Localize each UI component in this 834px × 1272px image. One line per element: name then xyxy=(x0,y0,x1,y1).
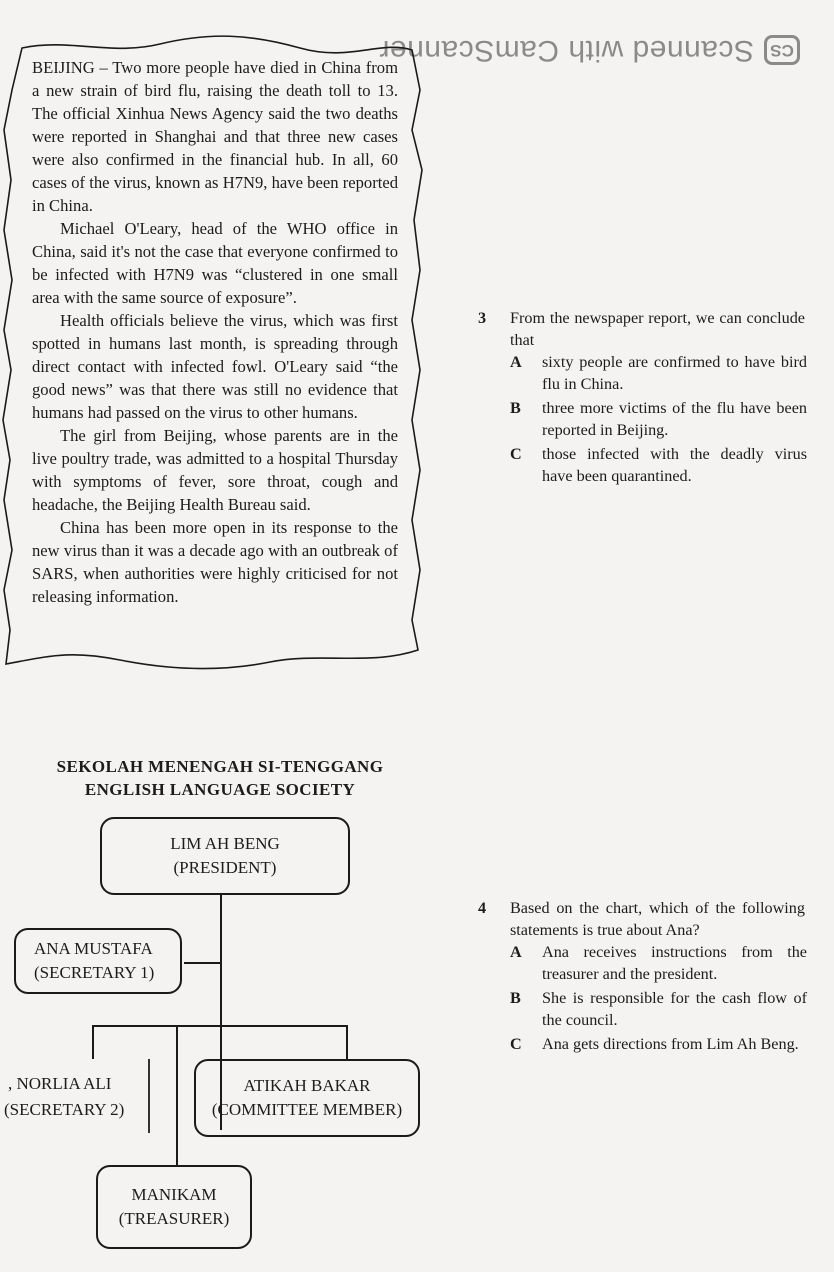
secretary1-role: (SECRETARY 1) xyxy=(34,963,155,982)
org-connector-committee xyxy=(346,1025,348,1059)
article-paragraph-1: BEIJING – Two more people have died in China from a new strain of bird flu, raising the death toll to 13. The official Xinhua News Agency said the two deaths were reported in Shanghai and that three new cases were also confirmed in the financial hub. In all, 60 cases of the virus, known as H7N9, have been reported in China. xyxy=(32,58,398,215)
option-text: Ana gets directions from Lim Ah Beng. xyxy=(542,1035,799,1053)
question-4 xyxy=(478,897,823,1087)
question-4-stem: Based on the chart, which of the following statements is true about Ana? xyxy=(510,899,805,939)
article-paragraph-5: China has been more open in its response to the new virus than it was a decade ago with an outbreak of SARS, when authorities were highly criticised for not releasing information. xyxy=(32,518,398,606)
org-connector-branch xyxy=(92,1025,348,1027)
question-3-stem: From the newspaper report, we can conclude that xyxy=(510,309,805,349)
option-letter: C xyxy=(510,445,522,463)
org-secretary2-name: , NORLIA ALI xyxy=(8,1074,112,1093)
option-letter: A xyxy=(510,353,522,371)
question-4-number: 4 xyxy=(478,899,487,917)
option-letter: B xyxy=(510,399,521,417)
option-letter: B xyxy=(510,989,521,1007)
president-name: LIM AH BENG xyxy=(170,834,280,853)
treasurer-name: MANIKAM xyxy=(131,1185,217,1204)
option-letter: C xyxy=(510,1035,522,1053)
option-text: sixty people are confirmed to have bird flu in China. xyxy=(542,353,807,393)
option-text: three more victims of the flu have been reported in Beijing. xyxy=(542,399,807,439)
committee-role: (COMMITTEE MEMBER) xyxy=(211,1100,403,1119)
secretary1-name: ANA MUSTAFA xyxy=(34,939,153,958)
news-article xyxy=(32,56,398,608)
org-chart-society-title: ENGLISH LANGUAGE SOCIETY xyxy=(84,780,356,799)
org-box-treasurer xyxy=(96,1165,252,1249)
org-secretary2-role: (SECRETARY 2) xyxy=(4,1100,125,1119)
option-letter: A xyxy=(510,943,522,961)
secretary2-box-edge xyxy=(148,1059,150,1133)
watermark-text: Scanned with CamScanner xyxy=(378,34,754,67)
org-box-committee-member xyxy=(194,1059,420,1137)
org-connector-secretary1 xyxy=(184,962,222,964)
org-connector-secretary2 xyxy=(92,1025,94,1059)
question-3 xyxy=(478,307,823,497)
committee-name: ATIKAH BAKAR xyxy=(243,1076,371,1095)
article-paragraph-3: Health officials believe the virus, which was first spotted in humans last month, is spreading through direct contact with infected fowl. O'Leary said “the good news” was that there was still no evidence that humans had passed on the virus to other humans. xyxy=(32,311,398,422)
article-paragraph-2: Michael O'Leary, head of the WHO office in China, said it's not the case that everyone confirmed to be infected with H7N9 was “clustered in one small area with the same source of exposure”. xyxy=(32,219,398,307)
president-role: (PRESIDENT) xyxy=(173,858,277,877)
org-box-president xyxy=(100,817,350,895)
org-chart-school-title: SEKOLAH MENENGAH SI-TENGGANG xyxy=(56,757,384,776)
question-3-number: 3 xyxy=(478,309,487,327)
org-box-secretary1 xyxy=(14,928,182,994)
article-paragraph-4: The girl from Beijing, whose parents are in the live poultry trade, was admitted to a hospital Thursday with symptoms of fever, sore throat, cough and headache, the Beijing Health Bureau said. xyxy=(32,426,398,514)
org-connector-treasurer xyxy=(176,1025,178,1165)
option-text: Ana receives instructions from the treasurer and the president. xyxy=(542,943,807,983)
camscanner-logo-icon: CS xyxy=(764,35,800,65)
option-text: those infected with the deadly virus have been quarantined. xyxy=(542,445,807,485)
treasurer-role: (TREASURER) xyxy=(118,1209,230,1228)
option-text: She is responsible for the cash flow of the council. xyxy=(542,989,807,1029)
